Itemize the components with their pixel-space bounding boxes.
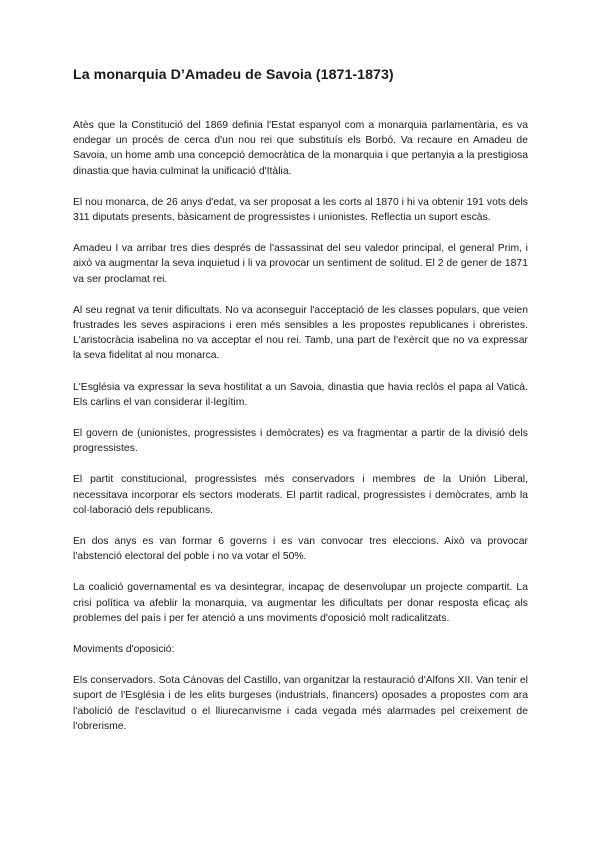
paragraph-government: El govern de (unionistes, progressistes i demòcrates) es va fragmentar a partir de la divisió dels progressistes. [73,428,528,455]
paragraph-difficulties: Al seu regnat va tenir dificultats. No va aconseguir l'acceptació de les classes populars, que veien frustrades les seves aspiracions i eren més sensibles a les propostes republicanes i obreristes. L'aristocràcia isabelina no va acceptar el nou rei. Tamb, una part de l'exèrcit que no va expressar la seva fidelitat al nou monarca. [73,304,528,362]
paragraph-coalition: La coalició governamental es va desintegrar, incapaç de desenvolupar un projecte compartit. La crisi política va afeblir la monarquia, va augmentar les dificultats per donar resposta eficaç als problemes del país i per fer atenció a uns moviments d'oposició molt radicalitzats. [73,582,528,624]
document-page [73,66,528,750]
paragraph-conservatives: Els conservadors. Sota Cánovas del Castillo, van organitzar la restauració d'Alfons XII. Van tenir el suport de l'Església i de les elits burgeses (industrials, financers) oposades a propostes com ara l'abolició de l'esclavitud o el lliurecanvisme i cada vegada més alarmades pel creixement de l'obrerisme. [73,675,528,732]
paragraph-elections: En dos anys es van formar 6 governs i es van convocar tres eleccions. Això va provocar l'abstenció electoral del poble i no va votar el 50%. [73,536,528,563]
paragraph-arrival: Amadeu I va arribar tres dies després de l'assassinat del seu valedor principal, el general Prim, i això va augmentar la seva inquietud i li va provocar un sentiment de solitud. El 2 de gener de 1871 va ser proclamat rei. [73,243,528,285]
paragraph-constitution: Atès que la Constitució del 1869 definia l'Estat espanyol com a monarquia parlamentària, es va endegar un procés de cerca d'un nou rei que substituís els Borbó. Va recaure en Amadeu de Savoia, un home amb una concepció democràtica de la monarquia i que pertanyia a la prestigiosa dinastia que havia culminat la unificació d'Itàlia. [73,120,528,177]
paragraph-church: L'Església va expressar la seva hostilitat a un Savoia, dinastia que havia reclòs el papa al Vaticà. Els carlins el van considerar il·legítim. [73,381,528,408]
opposition-subheading: Moviments d'oposició: [73,644,175,656]
paragraph-new-monarch: El nou monarca, de 26 anys d'edat, va ser proposat a les corts al 1870 i hi va obtenir 191 vots dels 311 diputats presents, bàsicament de progressistes i unionistes. Reflectia un suport escàs. [73,196,528,224]
paragraph-parties: El partit constitucional, progressistes més conservadors i membres de la Unión Liberal, necessitava incorporar els sectors moderats. El partit radical, progressistes i demòcrates, amb la col·laboració dels republicans. [73,474,528,516]
document-title: La monarquia D’Amadeu de Savoia (1871-1873) [73,67,394,83]
